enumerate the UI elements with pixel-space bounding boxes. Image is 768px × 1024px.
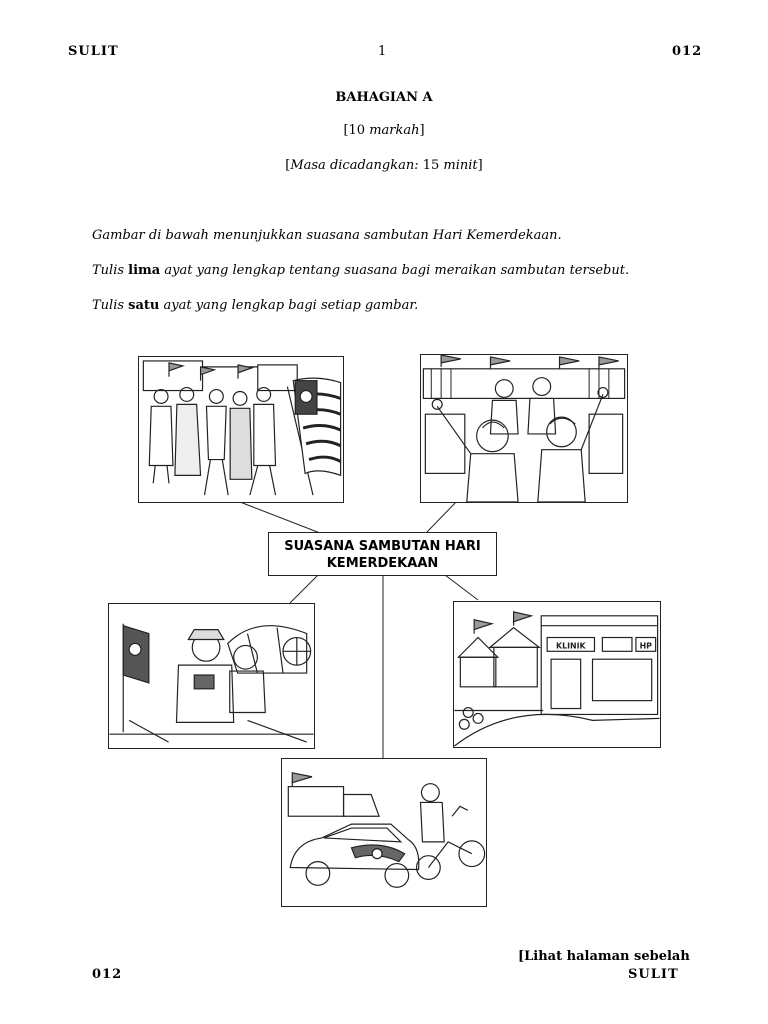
instruction-3-post: ayat yang lengkap bagi setiap gambar. — [159, 298, 419, 313]
picture-vehicles — [281, 758, 487, 907]
parade-illustration — [139, 357, 343, 502]
clinic-sign: KLINIK — [555, 641, 586, 651]
time-close: ] — [477, 158, 483, 173]
school-children-illustration — [421, 355, 627, 502]
instruction-1: Gambar di bawah menunjukkan suasana sambutan Hari Kemerdekaan. — [92, 228, 562, 243]
topic-line-2: KEMERDEKAAN — [326, 556, 439, 571]
topic-box — [268, 532, 497, 576]
topic-line-1: SUASANA SAMBUTAN HARI — [284, 539, 481, 554]
time-line — [0, 158, 768, 173]
connector-top-right — [426, 500, 458, 533]
footer-left-code: 012 — [92, 967, 123, 982]
connector-mid-right — [445, 575, 478, 600]
marks-line — [0, 123, 768, 138]
header-left-code: SULIT — [68, 44, 119, 59]
page-number: 1 — [378, 44, 387, 59]
instruction-2 — [92, 263, 629, 278]
instruction-3 — [92, 298, 418, 313]
picture-parade — [138, 356, 344, 503]
instruction-2-pre: Tulis — [92, 263, 129, 278]
instruction-3-bold: satu — [128, 298, 160, 313]
shops-illustration — [454, 602, 660, 747]
footer-right-code: SULIT — [628, 967, 679, 982]
time-open: [ — [285, 158, 291, 173]
instruction-2-bold: lima — [128, 263, 161, 278]
instruction-2-post: ayat yang lengkap tentang suasana bagi meraikan sambutan tersebut. — [160, 263, 630, 278]
time-label: Masa dicadangkan: — [290, 158, 419, 173]
picture-school-children — [420, 354, 628, 503]
header-right-code: 012 — [672, 44, 703, 59]
shop-sign: HP — [639, 641, 652, 651]
instruction-3-pre: Tulis — [92, 298, 129, 313]
next-page-note: [Lihat halaman sebelah — [518, 949, 690, 964]
marks-suffix: ] — [419, 123, 425, 138]
marks-prefix: [10 — [343, 123, 370, 138]
time-value: 15 — [418, 158, 444, 173]
vehicles-illustration — [282, 759, 486, 906]
connector-mid-left — [290, 575, 318, 603]
picture-trishaw — [108, 603, 315, 749]
trishaw-illustration — [109, 604, 314, 748]
marks-word: markah — [369, 123, 420, 138]
connector-top-left — [240, 502, 320, 533]
picture-shops — [453, 601, 661, 748]
time-unit: minit — [443, 158, 478, 173]
section-title: BAHAGIAN A — [335, 90, 433, 105]
